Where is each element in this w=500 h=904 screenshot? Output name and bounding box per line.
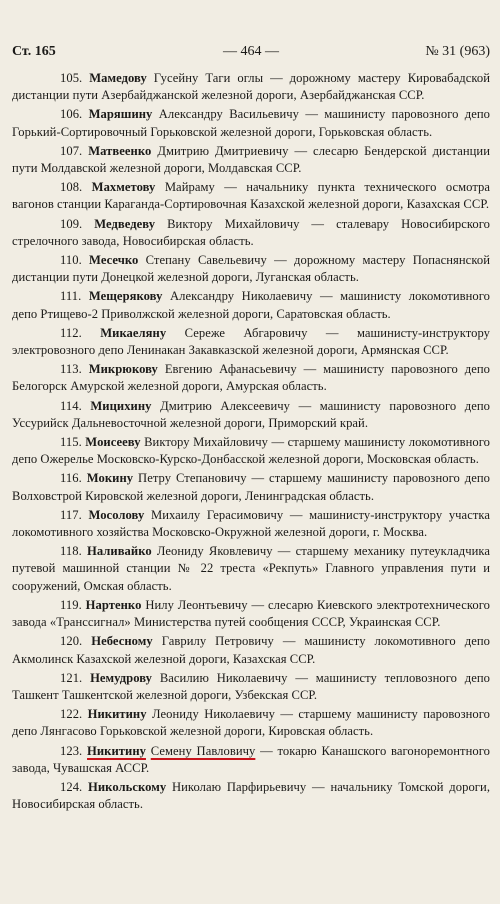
list-item: [12, 507, 490, 541]
header-page-number: — 464 —: [223, 44, 279, 59]
entry-firstnames: Семену Павловичу: [150, 743, 256, 758]
entry-number: 113.: [60, 362, 82, 377]
list-item: [12, 633, 490, 667]
entry-text: Василию Николаевичу — машинисту тепловозного депо Ташкент Ташкентской железной дороги, Узбекская ССР.: [12, 670, 491, 702]
entry-text: Петру Степановичу — старшему машинисту паровозного депо Волховстрой Кировской железной дороги, Ленинградская область.: [12, 471, 491, 503]
entry-number: 118.: [60, 544, 82, 559]
entry-number: 105.: [60, 71, 83, 85]
header-article: Ст. 165: [12, 44, 56, 59]
list-item-highlighted: [12, 743, 490, 777]
list-item: [12, 706, 490, 740]
entry-surname: Наливайко: [86, 544, 152, 559]
entry-text: Леониду Николаевичу — старшему машинисту паровозного депо Лянгасово Горьковской железной дороги, Кировская область.: [12, 707, 491, 739]
entry-surname: Нартенко: [85, 597, 142, 612]
entry-surname: Маряшину: [88, 107, 153, 122]
entry-surname: Микрюкову: [88, 362, 158, 377]
list-item: [12, 597, 490, 631]
list-item: [12, 70, 490, 104]
entry-text: Леониду Яковлевичу — старшему механику путеукладчика путевой машинной станции № 22 треста «Рекпуть» Главного управления пути и сооружений, Омская область.: [12, 544, 491, 593]
entry-surname: Мокину: [86, 471, 134, 486]
entry-text: Гусейну Таги оглы — дорожному мастеру Кировабадской дистанции пути Азербайджанской железной дороги, Азербайджанская ССР.: [12, 71, 490, 103]
entry-text: Евгению Афанасьевичу — машинисту паровозного депо Белогорск Амурской железной дороги, Амурская область.: [12, 362, 491, 394]
entry-text: Николаю Парфирьевичу — начальнику Томской дороги, Новосибирская область.: [12, 779, 491, 812]
entry-number: 106.: [60, 107, 83, 122]
entry-surname: Мамедову: [89, 71, 147, 85]
list-item: [12, 434, 490, 468]
entry-surname: Мещерякову: [88, 289, 163, 304]
entry-number: 114.: [60, 398, 82, 413]
entry-number: 116.: [60, 471, 82, 486]
entry-number: 117.: [60, 507, 82, 522]
list-item: [12, 398, 490, 432]
entry-surname: Медведеву: [94, 216, 156, 231]
entry-text: Гаврилу Петровичу — машинисту локомотивного депо Акмолинск Казахской железной дороги, Казахская ССР.: [12, 634, 490, 666]
entry-number: 107.: [60, 143, 83, 158]
entry-text: Дмитрию Дмитриевичу — слесарю Бендерской дистанции пути Молдавской железной дороги, Молдавская ССР.: [12, 143, 490, 176]
entry-number: 124.: [60, 779, 83, 794]
entry-surname: Махметову: [91, 180, 156, 195]
entry-text: Виктору Михайловичу — старшему машинисту локомотивного депо Ожерелье Московско-Курско-Донбасской железной дороги, Московская область.: [12, 435, 490, 467]
entry-surname: Моисееву: [85, 435, 141, 450]
entry-number: 115.: [60, 435, 82, 450]
list-item: [12, 670, 490, 704]
list-item: [12, 106, 490, 140]
page-header: [12, 44, 490, 66]
entry-text: Майраму — начальнику пункта технического осмотра вагонов станции Караганда-Сортировочная Казахской железной дороги, Казахская ССР.: [12, 180, 491, 212]
entry-text: Виктору Михайловичу — сталевару Новосибирского стрелочного завода, Новосибирская область.: [12, 216, 490, 248]
entry-text: Михаилу Герасимовичу — машинисту-инструктору участка локомотивного хозяйства Московско-Окружной железной дороги, г. Москва.: [12, 507, 491, 540]
entry-surname: Небесному: [91, 634, 153, 649]
entry-surname: Мицихину: [90, 398, 152, 413]
entry-surname: Никитину: [87, 707, 147, 722]
entry-number: 108.: [60, 180, 83, 195]
entry-text: — токарю Канашского вагоноремонтного завода, Чувашская АССР.: [12, 743, 490, 775]
entry-text: Дмитрию Алексеевичу — машинисту паровозного депо Уссурийск Дальневосточной железной дороги, Приморский край.: [12, 398, 491, 430]
entry-surname: Немудрову: [90, 670, 153, 685]
entry-text: Александру Васильевичу — машинисту паровозного депо Горький-Сортировочный Горьковской железной дороги, Горьковская область.: [12, 107, 490, 139]
list-item: [12, 361, 490, 395]
list-item: [12, 325, 490, 359]
entry-number: 123.: [60, 743, 83, 758]
award-list: [12, 70, 490, 813]
entry-number: 119.: [60, 597, 82, 612]
list-item: [12, 143, 490, 177]
entry-text: Степану Савельевичу — дорожному мастеру Попаснянской дистанции пути Донецкой железной дороги, Луганская область.: [12, 253, 490, 285]
list-item: [12, 288, 490, 322]
list-item: [12, 216, 490, 250]
entry-number: 120.: [60, 634, 83, 649]
list-item: [12, 252, 490, 286]
entry-surname: Никитину: [87, 743, 146, 758]
entry-number: 110.: [60, 253, 82, 268]
entry-surname: Никольскому: [88, 779, 167, 794]
list-item: [12, 779, 490, 813]
entry-text: Сереже Абгаровичу — машинисту-инструктору электровозного депо Ленинакан Закавказской железной дороги, Армянская ССР.: [12, 325, 491, 358]
entry-number: 121.: [60, 670, 83, 685]
list-item: [12, 543, 490, 595]
entry-number: 111.: [60, 289, 82, 304]
entry-text: Александру Николаевичу — машинисту локомотивного депо Ртищево-2 Приволжской железной дороги, Саратовская область.: [12, 289, 490, 321]
entry-number: 112.: [60, 325, 82, 340]
entry-number: 109.: [60, 216, 83, 231]
list-item: [12, 179, 490, 213]
entry-surname: Матвеенко: [88, 143, 152, 158]
entry-surname: Месечко: [89, 253, 139, 268]
entry-surname: Микаеляну: [100, 325, 167, 340]
entry-number: 122.: [60, 707, 83, 722]
list-item: [12, 470, 490, 504]
entry-surname: Мосолову: [88, 507, 145, 522]
entry-text: Нилу Леонтьевичу — слесарю Киевского электротехнического завода «Транссигнал» Министерства путей сообщения СССР, Украинская ССР.: [12, 597, 491, 630]
header-issue-number: № 31 (963): [425, 44, 490, 59]
